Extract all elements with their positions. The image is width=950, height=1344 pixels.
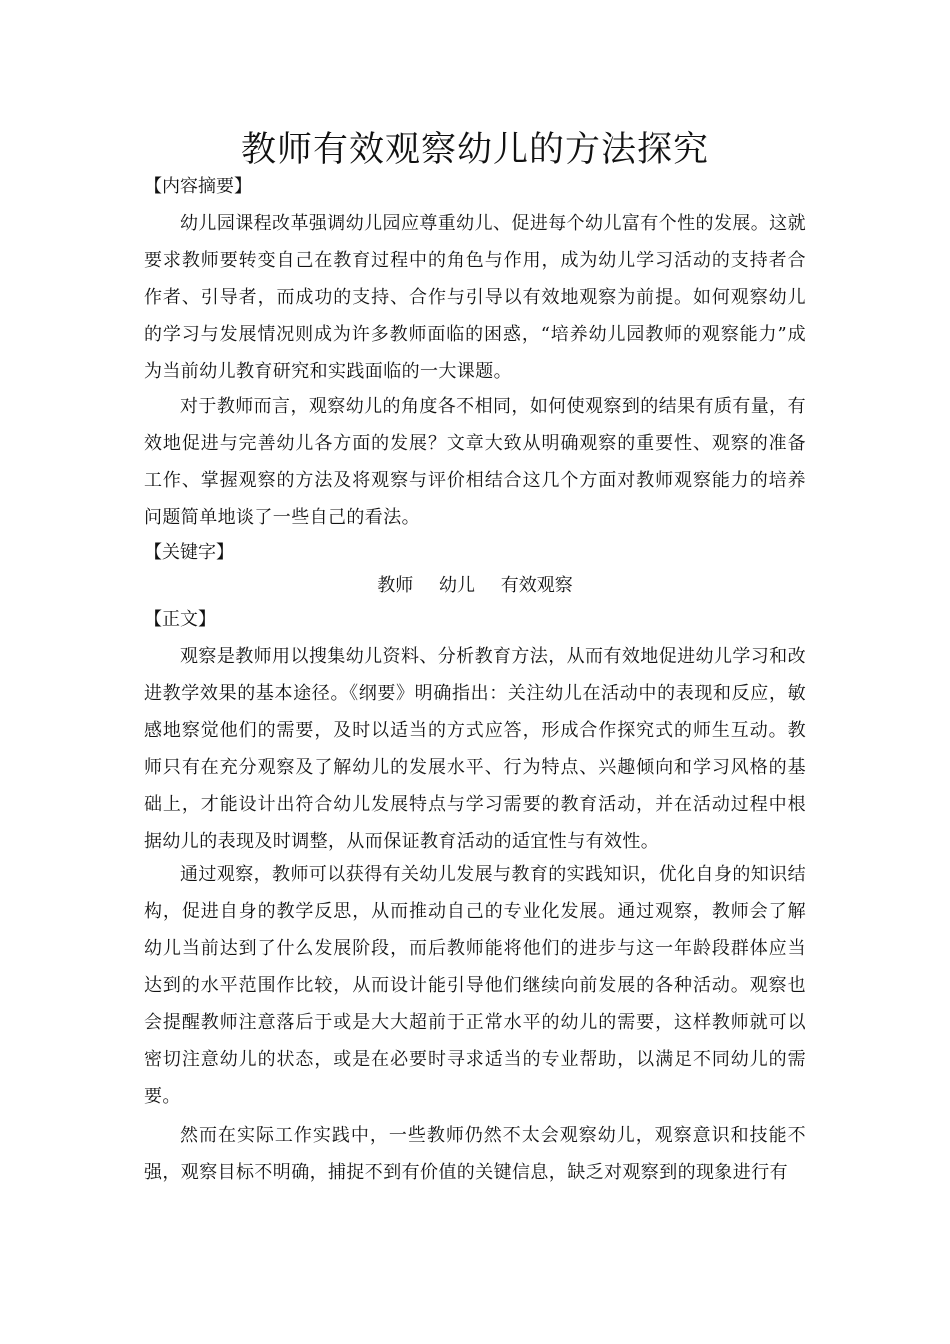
keyword: 有效观察	[500, 575, 573, 596]
abstract-heading: 【内容摘要】	[144, 176, 252, 197]
body-heading: 【正文】	[144, 609, 216, 630]
keywords-line	[0, 573, 950, 599]
body-paragraph-3: 然而在实际工作实践中，一些教师仍然不太会观察幼儿，观察意识和技能不强，观察目标不明确，捕捉不到有价值的关键信息，缺乏对观察到的现象进行有	[144, 1125, 806, 1183]
keywords-heading: 【关键字】	[144, 542, 234, 563]
abstract-paragraph-2: 对于教师而言，观察幼儿的角度各不相同，如何使观察到的结果有质有量，有效地促进与完善幼儿各方面的发展？文章大致从明确观察的重要性、观察的准备工作、掌握观察的方法及将观察与评价相结合这几个方面对教师观察能力的培养问题简单地谈了一些自己的看法。	[144, 396, 806, 528]
keyword: 教师	[377, 575, 414, 596]
abstract-paragraph-1: 幼儿园课程改革强调幼儿园应尊重幼儿、促进每个幼儿富有个性的发展。这就要求教师要转变自己在教育过程中的角色与作用，成为幼儿学习活动的支持者合作者、引导者，而成功的支持、合作与引导以有效地观察为前提。如何观察幼儿的学习与发展情况则成为许多教师面临的困惑，“培养幼儿园教师的观察能力”成为当前幼儿教育研究和实践面临的一大课题。	[144, 213, 806, 382]
body-paragraph-2: 通过观察，教师可以获得有关幼儿发展与教育的实践知识，优化自身的知识结构，促进自身的教学反思，从而推动自己的专业化发展。通过观察，教师会了解幼儿当前达到了什么发展阶段，而后教师能将他们的进步与这一年龄段群体应当达到的水平范围作比较，从而设计能引导他们继续向前发展的各种活动。观察也会提醒教师注意落后于或是大大超前于正常水平的幼儿的需要，这样教师就可以密切注意幼儿的状态，或是在必要时寻求适当的专业帮助，以满足不同幼儿的需要。	[144, 864, 806, 1107]
body-paragraph-1: 观察是教师用以搜集幼儿资料、分析教育方法，从而有效地促进幼儿学习和改进教学效果的基本途径。《纲要》明确指出：关注幼儿在活动中的表现和反应，敏感地察觉他们的需要，及时以适当的方式应答，形成合作探究式的师生互动。教师只有在充分观察及了解幼儿的发展水平、行为特点、兴趣倾向和学习风格的基础上，才能设计出符合幼儿发展特点与学习需要的教育活动，并在活动过程中根据幼儿的表现及时调整，从而保证教育活动的适宜性与有效性。	[144, 646, 806, 852]
document-title: 教师有效观察幼儿的方法探究	[240, 130, 709, 170]
keyword: 幼儿	[439, 575, 475, 596]
